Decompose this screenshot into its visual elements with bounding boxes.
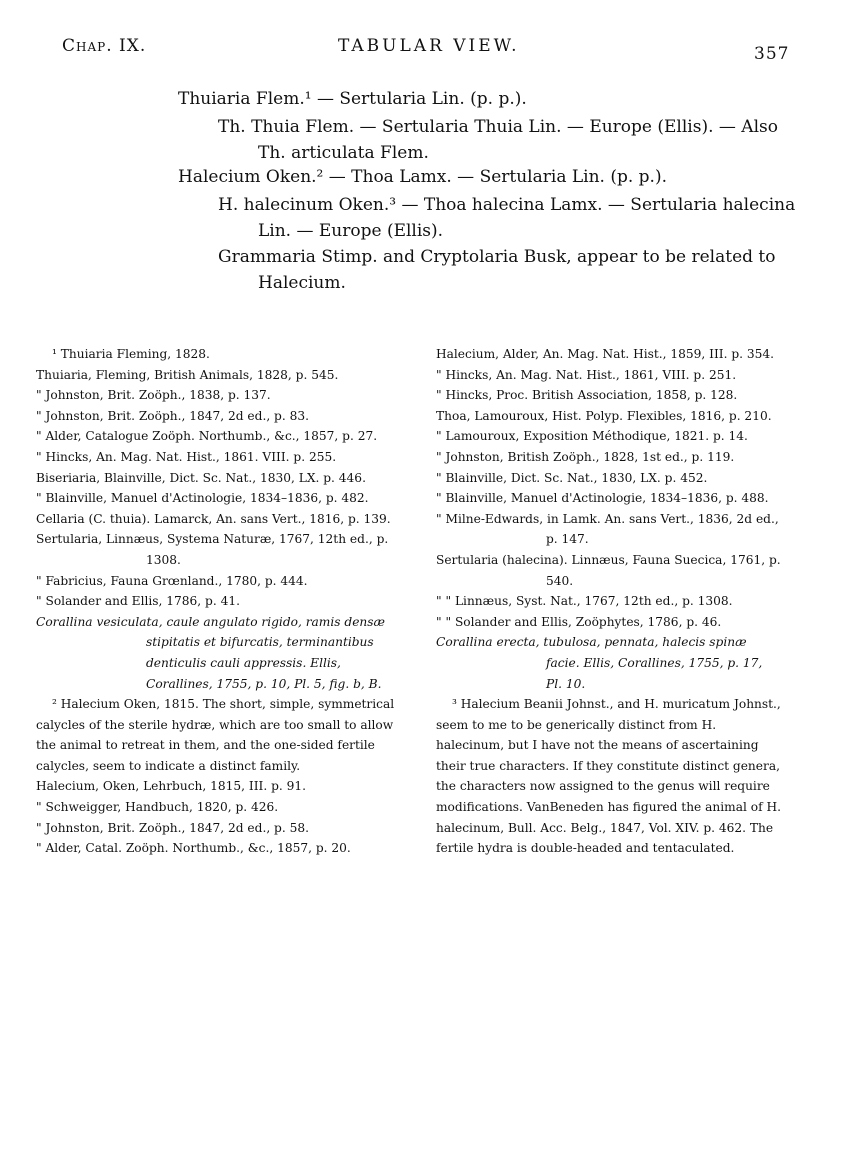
reference-entry: " Solander and Ellis, 1786, p. 41. (36, 594, 240, 609)
main-line-lin-europe: Lin. — Europe (Ellis). (258, 221, 444, 241)
footnote-3-text: ³ Halecium Beanii Johnst., and H. muricatum Johnst., seem to me to be generically distinct from H. halecinum, but I have not the means of ascertaining their true characters. If they constitute distinct genera, the characters now assigned to the genus will require modifications. VanBeneden has figured the animal of H. halecinum, Bull. Acc. Belg., 1847, Vol. XIV. p. 462. The fertile hydra is double-headed and tentaculated. (436, 697, 781, 856)
reference-entry: " Johnston, Brit. Zoöph., 1838, p. 137. (36, 388, 271, 403)
main-line-th-thuia: Th. Thuia Flem. — Sertularia Thuia Lin. — Europe (Ellis). — Also (218, 117, 778, 137)
reference-entry: Sertularia (halecina). Linnæus, Fauna Suecica, 1761, p. 540. (436, 552, 781, 588)
page-number: 357 (754, 44, 790, 64)
running-title: TABULAR VIEW. (338, 36, 520, 56)
reference-entry: " Hincks, An. Mag. Nat. Hist., 1861, VIII. p. 251. (436, 367, 737, 382)
reference-entry: Biseriaria, Blainville, Dict. Sc. Nat., 1830, LX. p. 446. (36, 470, 366, 485)
reference-entry: " Alder, Catalogue Zoöph. Northumb., &c., 1857, p. 27. (36, 429, 378, 444)
reference-entry: " Hincks, Proc. British Association, 1858, p. 128. (436, 388, 738, 403)
reference-entry: " Johnston, Brit. Zoöph., 1847, 2d ed., p. 83. (36, 408, 309, 423)
reference-entry: Halecium, Alder, An. Mag. Nat. Hist., 1859, III. p. 354. (436, 347, 775, 361)
reference-entry: " Fabricius, Fauna Grœnland., 1780, p. 444. (36, 573, 308, 588)
main-line-grammaria: Grammaria Stimp. and Cryptolaria Busk, appear to be related to (218, 247, 776, 267)
reference-entry: Corallina erecta, tubulosa, pennata, halecis spinæ facie. Ellis, Corallines, 1755, p. 17, Pl. 10. (436, 635, 763, 691)
reference-entry: " Alder, Catal. Zoöph. Northumb., &c., 1857, p. 20. (36, 841, 351, 856)
chapter-heading: Chap. IX. (62, 36, 147, 56)
reference-entry: " Lamouroux, Exposition Méthodique, 1821. p. 14. (436, 429, 748, 444)
main-line-halecium: Halecium Oken.² — Thoa Lamx. — Sertularia Lin. (p. p.). (178, 167, 667, 187)
reference-entry: Thoa, Lamouroux, Hist. Polyp. Flexibles, 1816, p. 210. (436, 408, 772, 423)
reference-entry: " Blainville, Manuel d'Actinologie, 1834–1836, p. 488. (436, 491, 769, 506)
reference-entry: Cellaria (C. thuia). Lamarck, An. sans Vert., 1816, p. 139. (36, 511, 391, 526)
reference-entry: " Milne-Edwards, in Lamk. An. sans Vert., 1836, 2d ed., p. 147. (436, 511, 779, 547)
reference-entry: " " Solander and Ellis, Zoöphytes, 1786, p. 46. (436, 614, 722, 629)
reference-entry: Sertularia, Linnæus, Systema Naturæ, 1767, 12th ed., p. 1308. (36, 532, 389, 567)
reference-entry: " " Linnæus, Syst. Nat., 1767, 12th ed., p. 1308. (436, 594, 733, 609)
reference-entry: Thuiaria, Fleming, British Animals, 1828, p. 545. (36, 367, 339, 382)
reference-entry: Halecium, Oken, Lehrbuch, 1815, III. p. 91. (36, 779, 307, 794)
reference-entry: Corallina vesiculata, caule angulato rigido, ramis densæ stipitatis et bifurcatis, terminantibus denticulis cauli appressis. Ellis, Corallines, 1755, p. 10, Pl. 5, fig. b, B. (36, 614, 385, 691)
reference-entry: " Blainville, Dict. Sc. Nat., 1830, LX. p. 452. (436, 470, 708, 485)
footnote-2-text: ² Halecium Oken, 1815. The short, simple, symmetrical calycles of the sterile hydræ, which are too small to allow the animal to retreat in them, and the one-sided fertile calycles, seem to indicate a distinct family. (36, 697, 395, 773)
footnote-1-heading: ¹ Thuiaria Fleming, 1828. (52, 347, 210, 361)
main-line-thuiaria: Thuiaria Flem.¹ — Sertularia Lin. (p. p.). (178, 89, 527, 109)
reference-entry: " Hincks, An. Mag. Nat. Hist., 1861. VIII. p. 255. (36, 449, 337, 464)
main-line-th-articulata: Th. articulata Flem. (258, 143, 429, 163)
footnotes-right-column (436, 344, 782, 859)
reference-entry: " Blainville, Manuel d'Actinologie, 1834–1836, p. 482. (36, 491, 369, 506)
footnotes-left-column (36, 344, 408, 859)
reference-entry: " Schweigger, Handbuch, 1820, p. 426. (36, 800, 279, 815)
reference-entry: " Johnston, British Zoöph., 1828, 1st ed., p. 119. (436, 449, 735, 464)
main-line-h-halecinum: H. halecinum Oken.³ — Thoa halecina Lamx. — Sertularia halecina (218, 195, 796, 215)
main-line-halecium-end: Halecium. (258, 273, 346, 293)
reference-entry: " Johnston, Brit. Zoöph., 1847, 2d ed., p. 58. (36, 820, 309, 835)
